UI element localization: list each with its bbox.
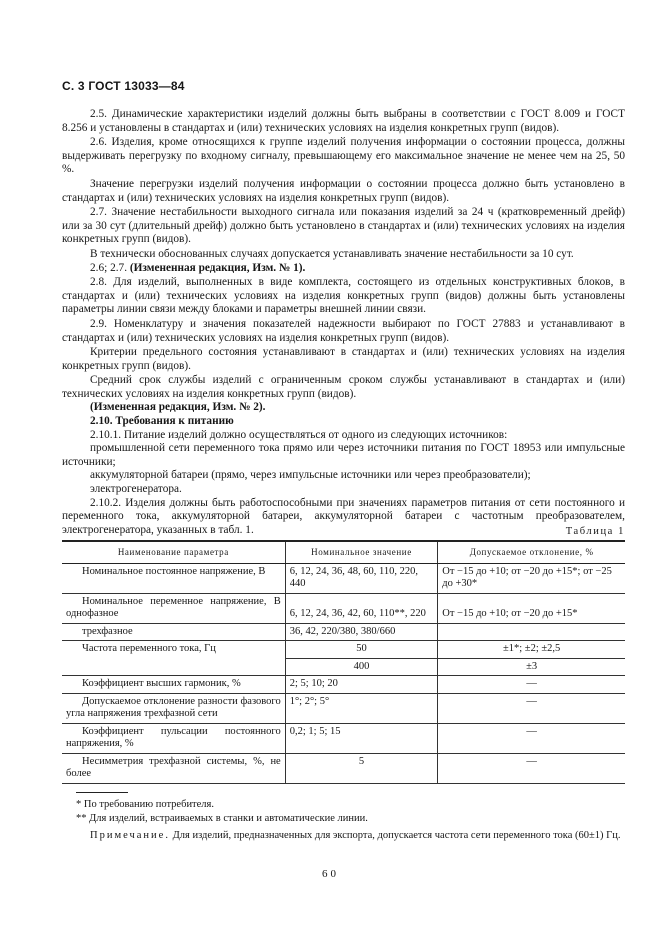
header-nominal: Номинальное значение [285, 541, 438, 563]
paragraph-2-7: 2.7. Значение нестабильности выходного сигнала или показания изделий за 24 ч (кратковременный дрейф) или за 30 сут (длительный дрейф) должно быть установлено в стандартах и (или) технических условиях на изделия конкретных групп (видов). [62, 206, 625, 246]
parameters-table [62, 540, 625, 784]
note-label: Примечание. [90, 830, 170, 841]
table-row [62, 753, 625, 783]
param-name: Допускаемое отклонение разности фазового угла напряжения трехфазной сети [62, 693, 285, 723]
paragraph-2-5: 2.5. Динамические характеристики изделий должны быть выбраны в соответствии с ГОСТ 8.009 и ГОСТ 8.256 и установлены в стандартах и (или) технических условиях на изделия конкретных групп (видов). [62, 108, 625, 134]
table-header-row [62, 541, 625, 563]
amendment-1 [62, 262, 625, 276]
page-number: 60 [322, 868, 339, 880]
paragraph-2-10-2: 2.10.2. Изделия должны быть работоспособными при значениях параметров питания от сети постоянного и переменного тока, аккумуляторной батареи, аккумуляторной батареи с частотным преобразователем, электрогенератора, указанных в табл. 1. [62, 496, 625, 536]
param-nominal: 2; 5; 10; 20 [285, 676, 438, 694]
param-tolerance: ±1*; ±2; ±2,5 [438, 641, 625, 659]
section-title: 2.10. Требования к питанию [90, 415, 234, 428]
param-nominal: 6, 12, 24, 36, 42, 60, 110**, 220 [285, 593, 438, 623]
param-name: Частота переменного тока, Гц [82, 643, 216, 654]
source-battery: аккумуляторной батареи (прямо, через импульсные источники или через преобразователи); [90, 469, 531, 482]
header-tolerance: Допускаемое отклонение, % [438, 541, 625, 563]
param-name: Номинальное постоянное напряжение, В [62, 563, 285, 593]
table-row [62, 593, 625, 623]
table-row [62, 641, 625, 659]
param-tolerance: ±3 [438, 658, 625, 676]
param-nominal: 400 [285, 658, 438, 676]
source-grid: промышленной сети переменного тока прямо или через источники питания по ГОСТ 18953 или импульсные источники; [62, 442, 625, 468]
param-tolerance: От −15 до +10; от −20 до +15*; от −25 до +30* [438, 563, 625, 593]
page-header: С. 3 ГОСТ 13033—84 [62, 79, 185, 93]
table-row [62, 723, 625, 753]
param-tolerance: — [438, 753, 625, 783]
amendment-2: (Измененная редакция, Изм. № 2). [90, 401, 266, 414]
table-row [62, 623, 625, 641]
param-tolerance: — [438, 723, 625, 753]
paragraph-overload: Значение перегрузки изделий получения информации о состоянии процесса должно быть установлено в стандартах и (или) технических условиях на изделия конкретных групп (видов). [62, 177, 625, 204]
table-note [62, 829, 625, 843]
amendment-1-label: (Измененная редакция, Изм. № 1). [129, 261, 306, 274]
paragraph-2-9: 2.9. Номенклатуру и значения показателей надежности выбирают по ГОСТ 27883 и устанавливают в стандартах и (или) технических условиях на изделия конкретных групп (видов). [62, 317, 625, 344]
param-nominal: 6, 12, 24, 36, 48, 60, 110, 220, 440 [285, 563, 438, 593]
param-tolerance: — [438, 676, 625, 694]
table-row [62, 693, 625, 723]
param-name: Коэффициент высших гармоник, % [62, 676, 285, 694]
param-name: Номинальное переменное напряжение, В однофазное [62, 593, 285, 623]
paragraph-2-8: 2.8. Для изделий, выполненных в виде комплекта, состоящего из отдельных конструктивных блоков, в стандартах и (или) технических условиях на изделия конкретных групп (видов) должны быть установлены параметры линии связи между блоками и параметры внешней линии связи. [62, 276, 625, 316]
table-caption: Таблица 1 [565, 526, 625, 537]
source-generator: электрогенератора. [90, 483, 182, 496]
paragraph-2-10-1: 2.10.1. Питание изделий должно осуществляться от одного из следующих источников: [90, 428, 508, 441]
table-row [62, 658, 625, 676]
param-name [62, 658, 285, 676]
param-tolerance: От −15 до +10; от −20 до +15* [438, 593, 625, 623]
param-nominal: 36, 42, 220/380, 380/660 [285, 623, 438, 641]
param-nominal: 0,2; 1; 5; 15 [285, 723, 438, 753]
footnote-2: ** Для изделий, встраиваемых в станки и автоматические линии. [76, 813, 368, 824]
param-name: Несимметрия трехфазной системы, %, не более [62, 753, 285, 783]
paragraph-criteria: Критерии предельного состояния устанавливают в стандартах и (или) технических условиях на изделия конкретных групп (видов). [62, 346, 625, 372]
body-text [62, 108, 625, 537]
param-name: Коэффициент пульсации постоянного напряжения, % [62, 723, 285, 753]
note-text: Для изделий, предназначенных для экспорта, допускается частота сети переменного тока (60±1) Гц. [169, 830, 621, 841]
table-row [62, 676, 625, 694]
header-parameter: Наименование параметра [62, 541, 285, 563]
amendment-1-prefix: 2.6; 2.7. [90, 261, 130, 274]
param-nominal: 1°; 2°; 5° [285, 693, 438, 723]
param-tolerance [438, 623, 625, 641]
table-row [62, 563, 625, 593]
param-nominal: 50 [285, 641, 438, 659]
paragraph-2-6: 2.6. Изделия, кроме относящихся к группе изделий получения информации о состоянии процесса, должны выдерживать перегрузку по входному сигналу, превышающему его максимальное значение не менее чем на 25, 50 %. [62, 136, 625, 176]
footnote-1: * По требованию потребителя. [76, 799, 215, 810]
footnote-divider [76, 792, 128, 793]
param-name: трехфазное [62, 623, 285, 641]
paragraph-service-life: Средний срок службы изделий с ограниченным сроком службы устанавливают в стандартах и (или) технических условиях на изделия конкретных групп (видов). [62, 374, 625, 400]
param-nominal: 5 [285, 753, 438, 783]
paragraph-instability: В технически обоснованных случаях допускается устанавливать значение нестабильности за 10 сут. [90, 247, 574, 260]
param-tolerance: — [438, 693, 625, 723]
